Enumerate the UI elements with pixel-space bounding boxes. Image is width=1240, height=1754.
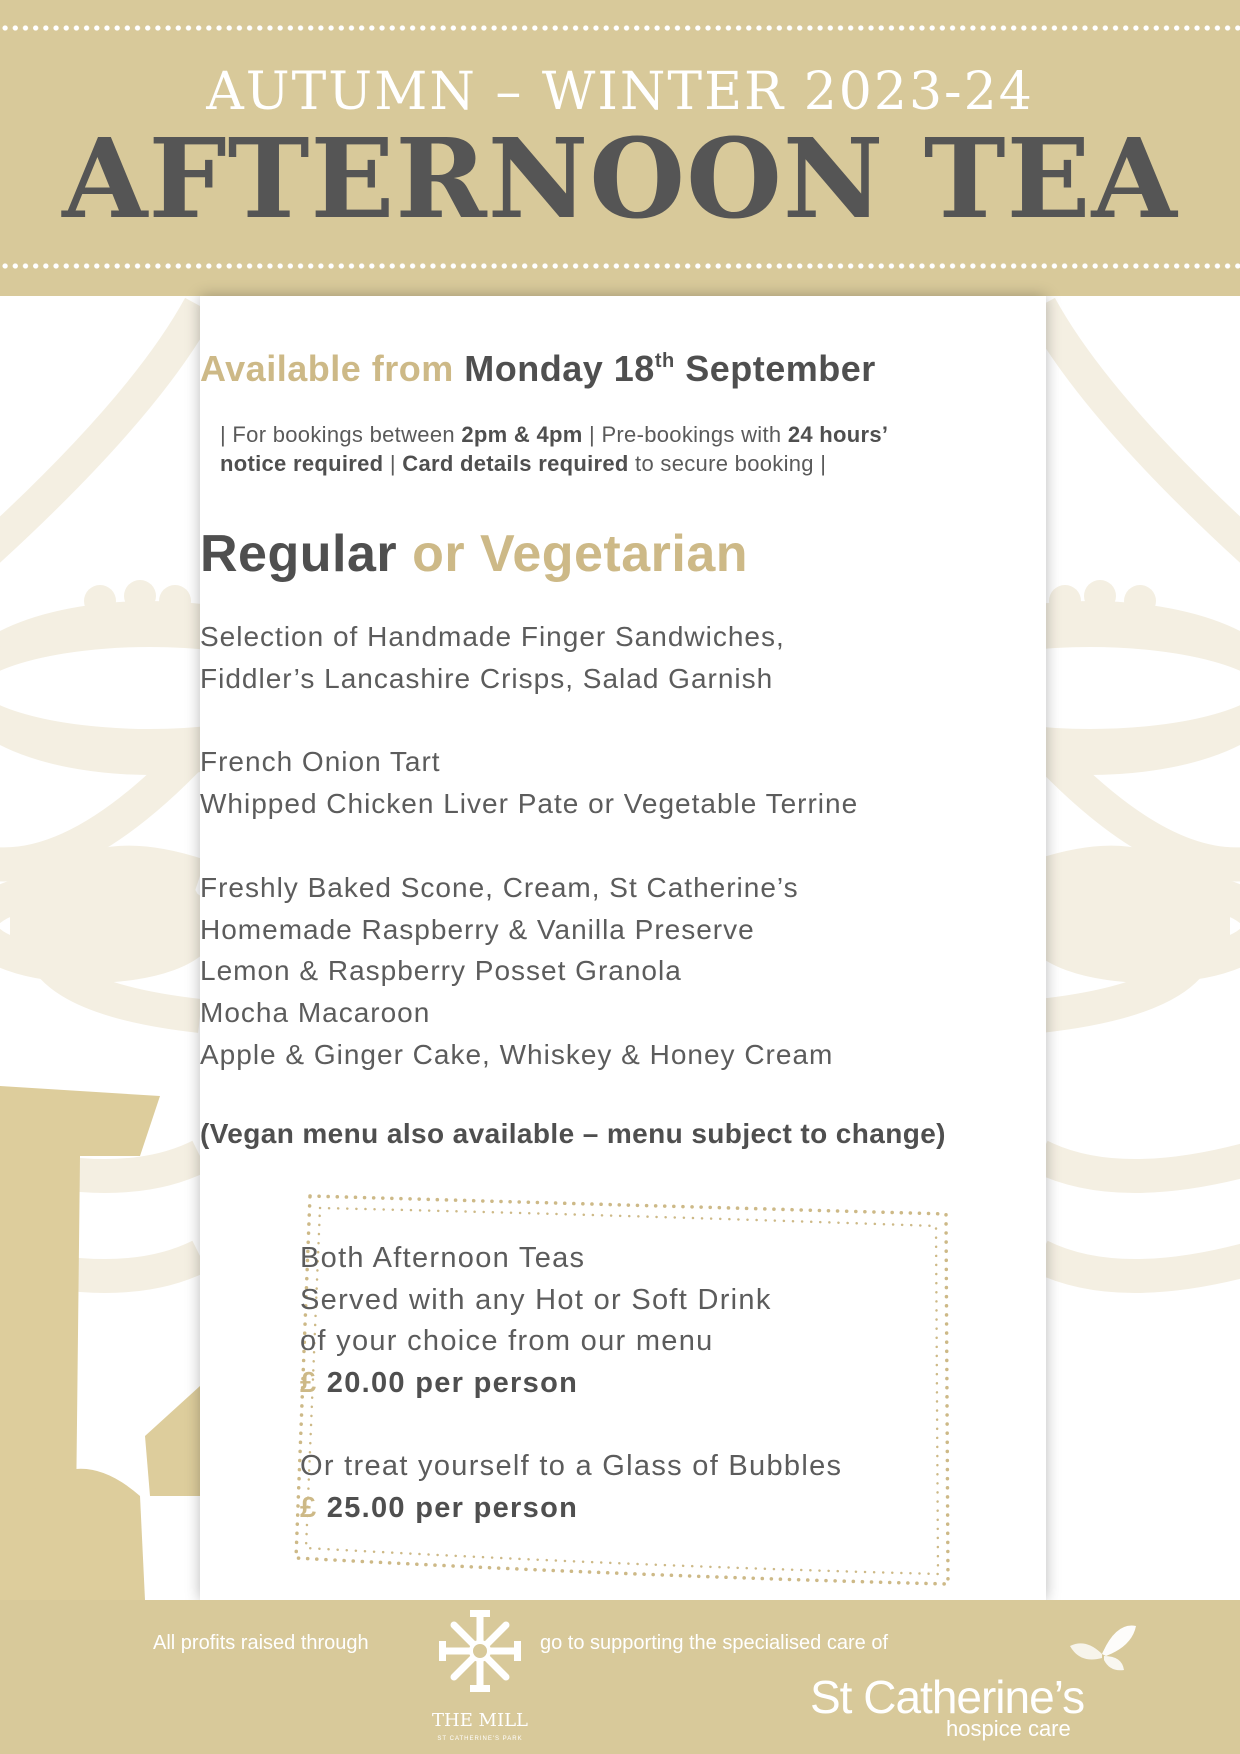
menu-item: Fiddler’s Lancashire Crisps, Salad Garnish: [200, 662, 774, 694]
price-standard: £ 20.00 per person: [300, 1366, 579, 1399]
menu-heading: [200, 524, 1046, 584]
menu-item: French Onion Tart: [200, 746, 441, 778]
availability-line: [200, 348, 1046, 390]
footer-right-text: go to supporting the specialised care of: [540, 1632, 888, 1654]
pricing-line: Served with any Hot or Soft Drink: [300, 1283, 772, 1316]
dotted-border-bottom: [0, 263, 1240, 269]
butterfly-icon: [1066, 1620, 1138, 1676]
mill-name: THE MILL: [431, 1710, 528, 1731]
menu-item: Freshly Baked Scone, Cream, St Catherine’s: [200, 871, 799, 903]
dotted-border-top: [0, 25, 1240, 31]
menu-item: Selection of Handmade Finger Sandwiches,: [200, 621, 785, 652]
charity-name: St Catherine’s: [810, 1671, 1085, 1723]
charity-subtitle: hospice care: [946, 1716, 1071, 1741]
menu-list: [200, 616, 1046, 1118]
pricing-line: Or treat yourself to a Glass of Bubbles: [300, 1449, 843, 1482]
pricing-box: [300, 1238, 946, 1529]
menu-item: Apple & Ginger Cake, Whiskey & Honey Cream: [200, 1038, 834, 1070]
menu-heading-vegetarian: or Vegetarian: [412, 525, 749, 583]
page-title: AFTERNOON TEA: [62, 114, 1178, 243]
menu-item: Lemon & Raspberry Posset Granola: [200, 955, 682, 987]
menu-group-savoury: [200, 741, 1046, 825]
availability-prefix: Available from: [200, 348, 454, 389]
menu-item: Homemade Raspberry & Vanilla Preserve: [200, 913, 755, 945]
booking-info: | For bookings between 2pm & 4pm | Pre-bookings with 24 hours’ notice required | Card details required to secure booking |: [220, 422, 889, 476]
footer-left-text: All profits raised through: [153, 1632, 369, 1654]
menu-item: Mocha Macaroon: [200, 997, 431, 1029]
vegan-note: (Vegan menu also available – menu subject to change): [200, 1118, 946, 1149]
price-bubbles: £ 25.00 per person: [300, 1491, 579, 1524]
mill-subtitle: ST CATHERINE'S PARK: [437, 1736, 523, 1742]
menu-group-sandwiches: [200, 616, 1046, 700]
pricing-line: Both Afternoon Teas: [300, 1242, 586, 1274]
pricing-line: of your choice from our menu: [300, 1325, 714, 1358]
menu-heading-regular: Regular: [200, 525, 398, 583]
header-band: [0, 0, 1240, 296]
menu-group-sweet: [200, 867, 1046, 1076]
season-heading: AUTUMN – WINTER 2023-24: [206, 62, 1034, 122]
availability-date: Monday 18th September: [464, 348, 876, 389]
menu-item: Whipped Chicken Liver Pate or Vegetable Terrine: [200, 788, 859, 820]
mill-logo-icon: [430, 1606, 530, 1696]
